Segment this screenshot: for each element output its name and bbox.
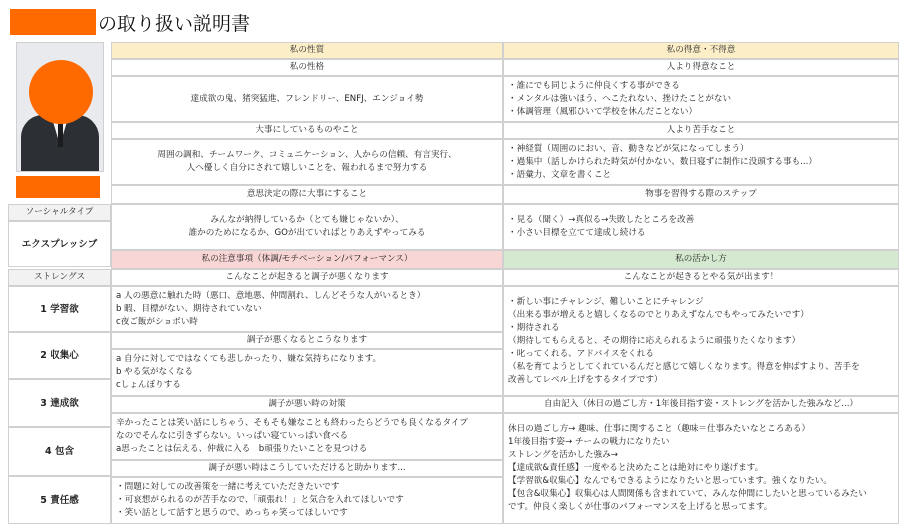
face-redaction: [29, 60, 93, 124]
skills-header: 私の得意・不得意: [503, 42, 899, 59]
personality-body: 達成欲の鬼、猪突猛進、フレンドリー、ENFJ、エンジョイ勢: [111, 76, 503, 122]
weak-at-sub: 人より苦手なこと: [503, 122, 899, 139]
caution-header: 私の注意事項（体調/モチベーション/パフォーマンス）: [111, 250, 503, 269]
social-type-label: ソーシャルタイプ: [8, 204, 111, 221]
motivation-body: ・新しい事にチャレンジ、難しいことにチャレンジ （出来る事が増えると嬉しくなるのでとりあえずなんでもやってみたいです） ・期待される （期待してもらえると、その期待に応えられるように頑張りたくなります） ・叱ってくれる、アドバイスをくれる （私を育てようとしてくれているんだと感じて嬉しくなります。得意を伸ばすより、苦手を 改善してレベル上げをするタイプです）: [503, 286, 899, 396]
bad-state-body: a 自分に対してではなくても悲しかったり、嫌な気持ちになります。 b やる気がなくなる cしょんぼりする: [111, 349, 503, 396]
strength-item: 5 責任感: [8, 476, 111, 524]
free-entry-body: 休日の過ごし方→ 趣味、仕事に関すること（趣味＝仕事みたいなところある） 1年後目指す姿→ チームの戦力になりたい ストレングを活かした強み→ 【達成欲&責任感】一度やると決めたことは絶対にやり遂げます。 【学習欲&収集心】なんでもできるようになりたいと思っています。強くなりたい。 【包含&収集心】収集心は人間関係も含まれていて、みんな仲間にしたいと思っているみたい です。仲良く楽しくが仕事のパフォーマンスを上げると思ってます。: [503, 413, 899, 524]
help-request-body: ・問題に対しての改善策を一緒に考えていただきたいです ・可哀想がられるのが苦手なので、「頑張れ！」と気合を入れてほしいです ・笑い話として話すと思うので、めっちゃ笑ってほしいです: [111, 477, 503, 524]
bad-trigger-sub: こんなことが起きると調子が悪くなります: [111, 269, 503, 286]
good-at-sub: 人より得意なこと: [503, 59, 899, 76]
personality-header: 私の性質: [111, 42, 503, 59]
strengths-label: ストレングス: [8, 269, 111, 286]
personality-sub: 私の性格: [111, 59, 503, 76]
profile-photo: [16, 42, 104, 172]
countermeasure-body: 辛かったことは笑い話にしちゃう、そもそも嫌なことも終わったらどうでも良くなるタイプ なのでそんなに引きずらない。いっぱい寝ていっぱい食べる a思ったことは伝える、仲裁に入る b頑張りたいことを見つける: [111, 413, 503, 460]
utilize-header: 私の活かし方: [503, 250, 899, 269]
decision-body: みんなが納得しているか（とても嫌じゃないか）、 誰かのためになるか、GOが出ていればとりあえずやってみる: [111, 204, 503, 250]
strength-item: 4 包含: [8, 427, 111, 476]
page-title: の取り扱い説明書: [98, 12, 251, 35]
strength-item: 1 学習欲: [8, 286, 111, 332]
strength-item: 2 収集心: [8, 332, 111, 379]
countermeasure-sub: 調子が悪い時の対策: [111, 396, 503, 413]
decision-sub: 意思決定の際に大事にすること: [111, 185, 503, 204]
social-type-value: エクスプレッシブ: [8, 221, 111, 267]
title-bar: [10, 8, 250, 36]
values-sub: 大事にしているものやこと: [111, 122, 503, 139]
bad-state-sub: 調子が悪くなるとこうなります: [111, 332, 503, 349]
name-redaction: [10, 9, 96, 35]
bad-trigger-body: a 人の悪意に触れた時（悪口、意地悪、仲間割れ、しんどそうな人がいるとき） b 暇、目標がない、期待されていない c夜ご飯がショボい時: [111, 286, 503, 332]
good-at-body: ・誰にでも同じように仲良くする事ができる ・メンタルは強いほう、へこたれない、挫けたことがない ・体調管理（風邪ひいて学校を休んだことない）: [503, 76, 899, 122]
name-redaction-box: [16, 176, 100, 198]
learning-steps-body: ・見る（聞く）→真似る→失敗したところを改善 ・小さい目標を立てて達成し続ける: [503, 204, 899, 250]
free-entry-sub: 自由記入（休日の過ごし方・1年後目指す姿・ストレングを活かした強みなど...）: [503, 396, 899, 413]
help-request-sub: 調子が悪い時はこうしていただけると助かります...: [111, 460, 503, 477]
weak-at-body: ・神経質（周囲のにおい、音、動きなどが気になってしまう） ・過集中（話しかけられた時気が付かない、数日寝ずに制作に没頭する事も...） ・語彙力、文章を書くこと: [503, 139, 899, 185]
strength-item: 3 達成欲: [8, 379, 111, 427]
values-body: 周囲の調和、チームワーク、コミュニケーション、人からの信頼、有言実行、 人へ優しく自分にされて嬉しいことを、報われるまで努力する: [111, 139, 503, 185]
motivation-sub: こんなことが起きるとやる気が出ます！: [503, 269, 899, 286]
tie-shape: [58, 123, 63, 147]
learning-steps-sub: 物事を習得する際のステップ: [503, 185, 899, 204]
